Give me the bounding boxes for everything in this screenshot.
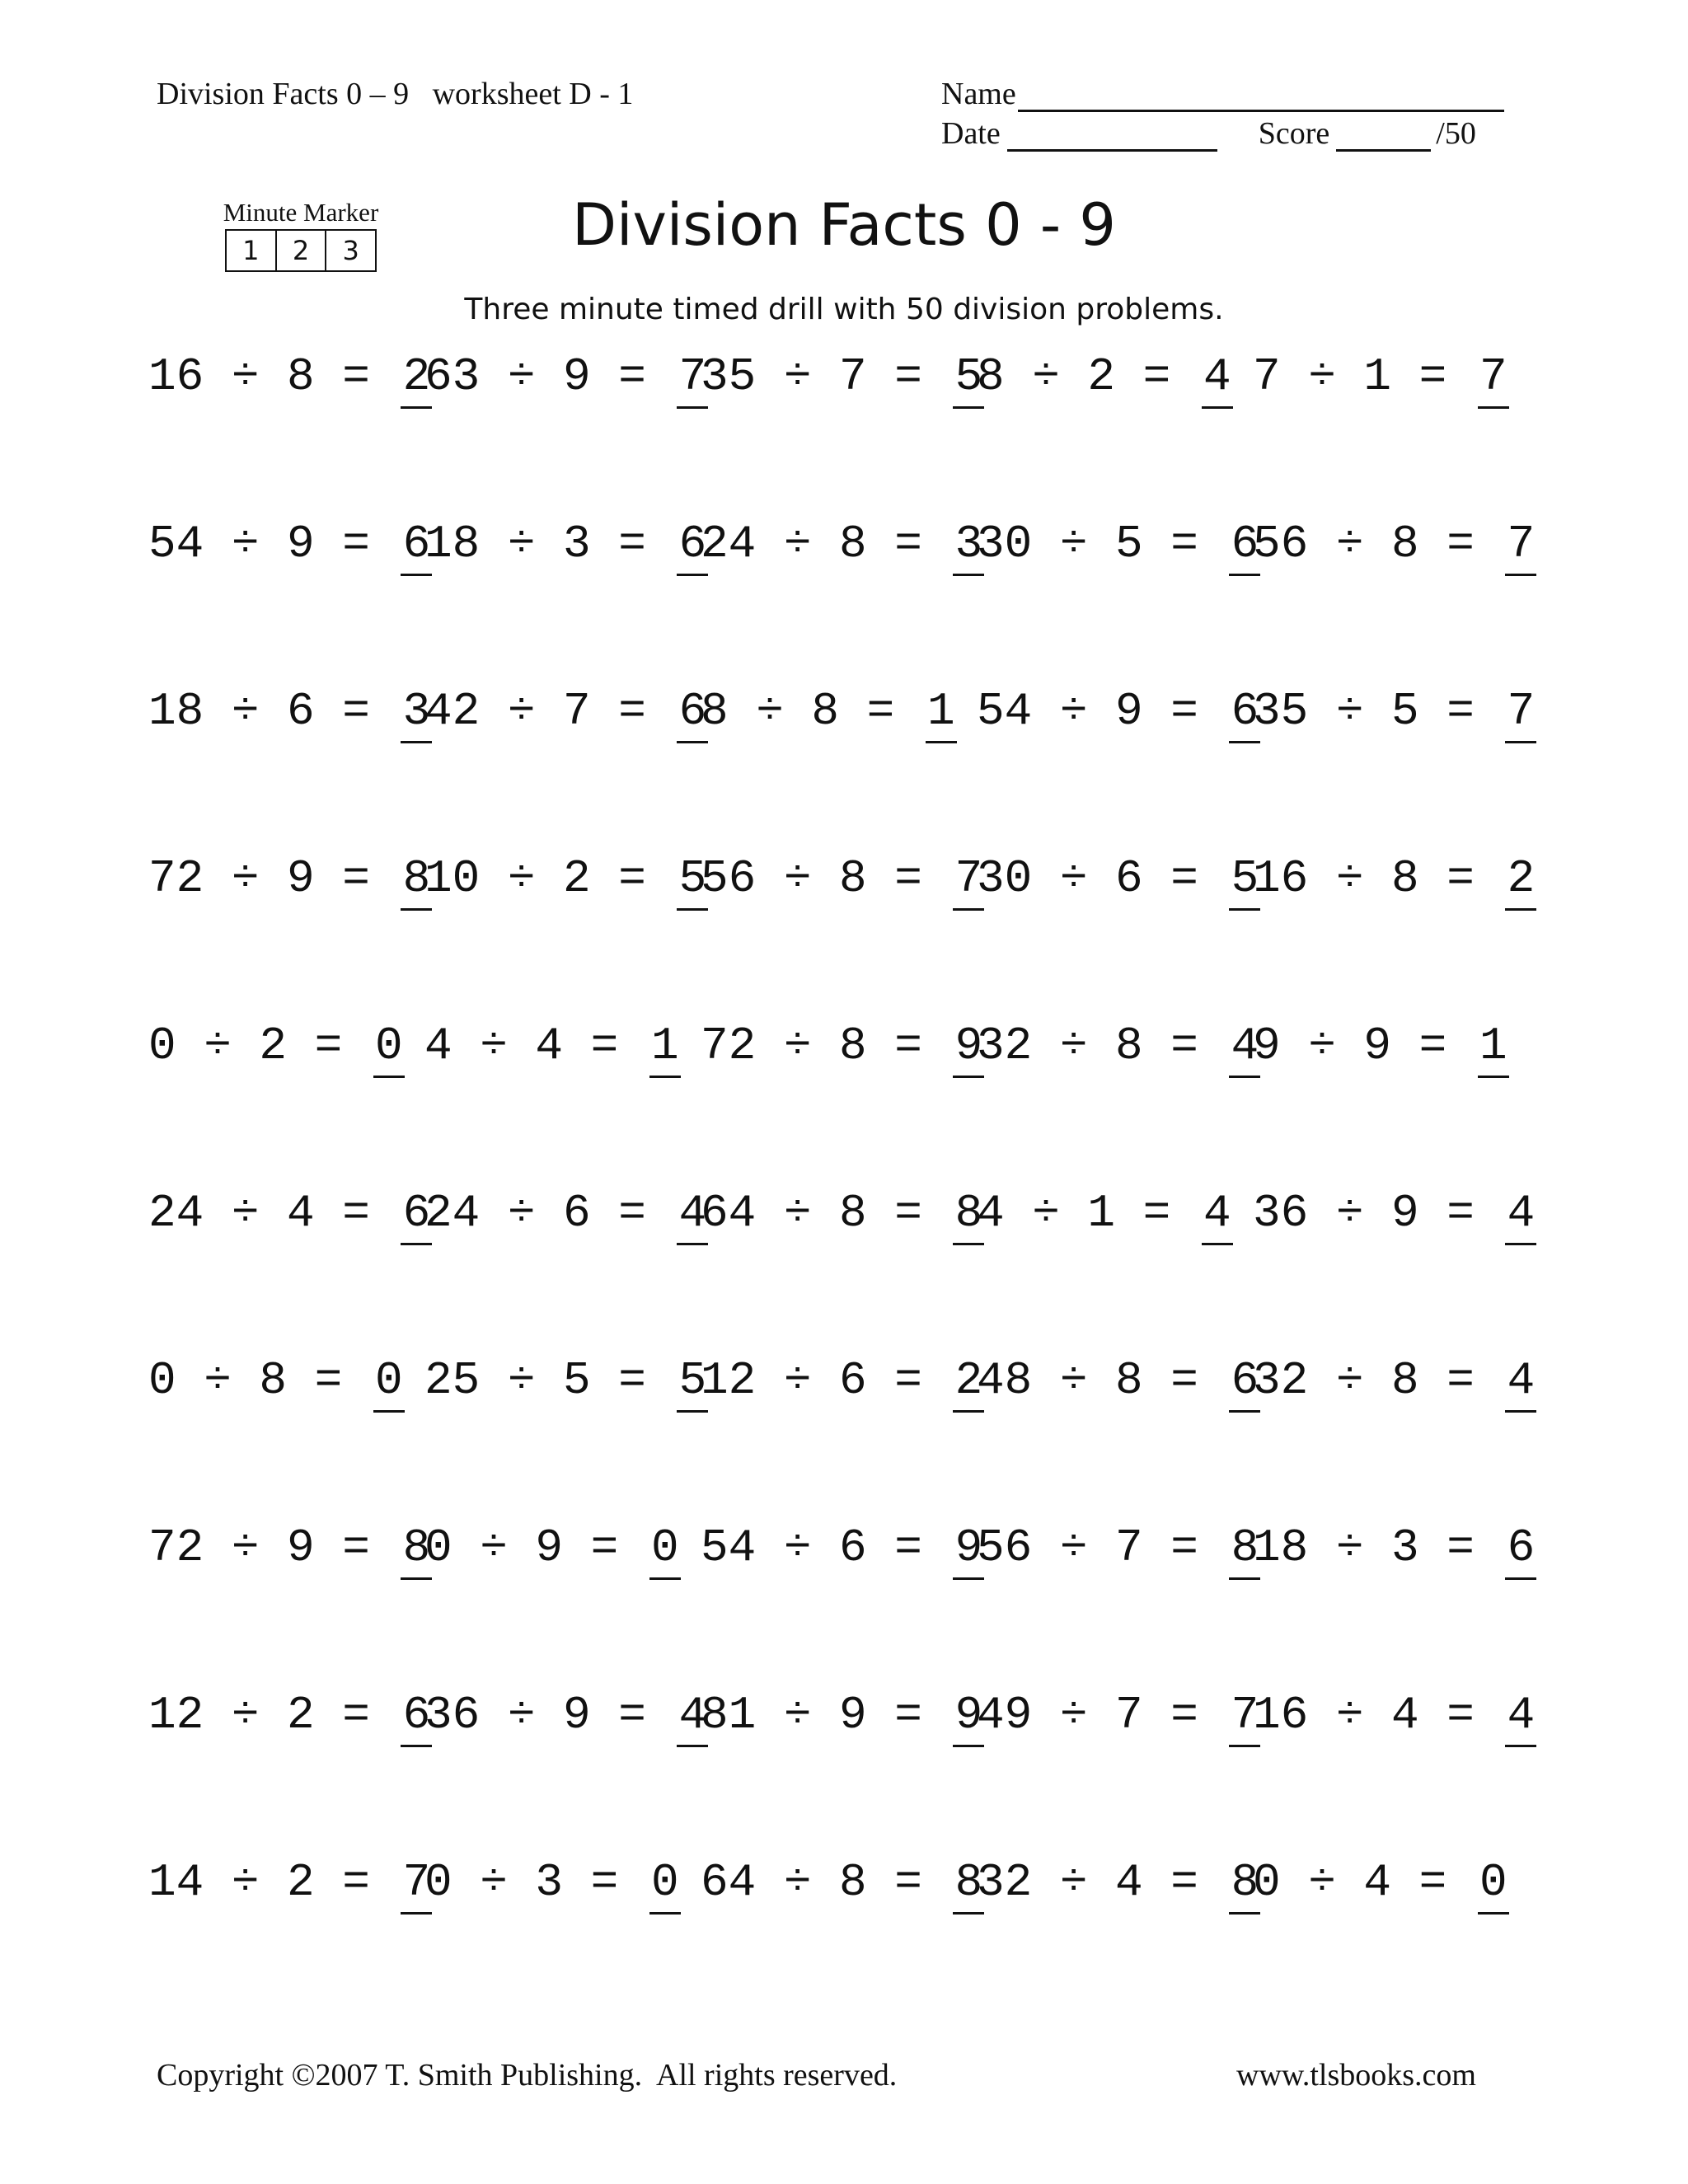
minute-marker-label: Minute Marker	[223, 198, 379, 227]
division-problem	[424, 852, 708, 911]
division-problem	[424, 1689, 708, 1747]
division-problem	[977, 1187, 1233, 1245]
problem-expression: 56 ÷ 7 =	[977, 1521, 1198, 1574]
problem-expression: 0 ÷ 3 =	[424, 1856, 619, 1909]
division-problem	[977, 350, 1233, 409]
answer-blank[interactable]: 5	[953, 350, 984, 409]
division-problem	[148, 518, 432, 576]
problem-expression: 54 ÷ 9 =	[977, 685, 1198, 738]
answer-blank[interactable]: 9	[953, 1019, 984, 1078]
division-problem	[148, 1187, 432, 1245]
answer-blank[interactable]: 8	[953, 1187, 984, 1245]
answer-blank[interactable]: 4	[1505, 1689, 1536, 1747]
problem-expression: 12 ÷ 6 =	[701, 1354, 922, 1407]
division-problem	[701, 852, 984, 911]
answer-blank[interactable]: 1	[1478, 1019, 1509, 1078]
problem-expression: 0 ÷ 8 =	[148, 1354, 343, 1407]
answer-blank[interactable]: 4	[1202, 350, 1233, 409]
problem-expression: 7 ÷ 1 =	[1253, 350, 1447, 403]
problem-expression: 32 ÷ 8 =	[1253, 1354, 1475, 1407]
division-problem	[977, 852, 1260, 911]
answer-blank[interactable]: 6	[401, 518, 432, 576]
problem-expression: 10 ÷ 2 =	[424, 852, 646, 905]
problem-expression: 9 ÷ 9 =	[1253, 1019, 1447, 1072]
problem-expression: 56 ÷ 8 =	[1253, 518, 1475, 570]
problem-expression: 56 ÷ 8 =	[701, 852, 922, 905]
problem-expression: 32 ÷ 8 =	[977, 1019, 1198, 1072]
answer-blank[interactable]: 6	[401, 1187, 432, 1245]
date-label: Date	[941, 116, 1001, 151]
problem-expression: 72 ÷ 9 =	[148, 1521, 370, 1574]
division-problem	[977, 685, 1260, 743]
answer-blank[interactable]: 6	[1229, 1354, 1260, 1413]
answer-blank[interactable]: 3	[401, 685, 432, 743]
answer-blank[interactable]: 3	[953, 518, 984, 576]
problem-expression: 63 ÷ 9 =	[424, 350, 646, 403]
problem-expression: 30 ÷ 6 =	[977, 852, 1198, 905]
problem-expression: 4 ÷ 4 =	[424, 1019, 619, 1072]
problem-expression: 35 ÷ 5 =	[1253, 685, 1475, 738]
division-problem	[424, 350, 708, 409]
division-problem	[148, 852, 432, 911]
division-problem	[1253, 1521, 1536, 1580]
problem-expression: 24 ÷ 4 =	[148, 1187, 370, 1240]
division-problem	[977, 1354, 1260, 1413]
problem-expression: 16 ÷ 4 =	[1253, 1689, 1475, 1741]
answer-blank[interactable]: 1	[926, 685, 957, 743]
problem-expression: 12 ÷ 2 =	[148, 1689, 370, 1741]
division-problem	[701, 1856, 984, 1915]
division-problem	[148, 1856, 432, 1915]
division-problem	[424, 518, 708, 576]
problem-expression: 54 ÷ 9 =	[148, 518, 370, 570]
division-problem	[977, 518, 1260, 576]
worksheet-header-label: Division Facts 0 – 9 worksheet D - 1	[157, 77, 634, 111]
problem-expression: 0 ÷ 9 =	[424, 1521, 619, 1574]
minute-box-2[interactable]: 2	[277, 231, 327, 270]
answer-blank[interactable]: 0	[373, 1354, 405, 1413]
division-problem	[701, 1354, 984, 1413]
answer-blank[interactable]: 8	[1229, 1856, 1260, 1915]
division-problem	[701, 1187, 984, 1245]
problem-expression: 0 ÷ 2 =	[148, 1019, 343, 1072]
problem-expression: 24 ÷ 8 =	[701, 518, 922, 570]
problem-expression: 25 ÷ 5 =	[424, 1354, 646, 1407]
minute-box-1[interactable]: 1	[227, 231, 277, 270]
division-problem	[977, 1019, 1260, 1078]
division-problem	[424, 1856, 681, 1915]
division-problem	[977, 1689, 1260, 1747]
copyright-notice: Copyright ©2007 T. Smith Publishing. All rights reserved.	[157, 2058, 898, 2093]
answer-blank[interactable]: 2	[1505, 852, 1536, 911]
page-subtitle: Three minute timed drill with 50 division problems.	[464, 293, 1224, 326]
division-problem	[1253, 1019, 1509, 1078]
answer-blank[interactable]: 6	[677, 518, 708, 576]
division-problem	[701, 350, 984, 409]
problem-expression: 0 ÷ 4 =	[1253, 1856, 1447, 1909]
answer-blank[interactable]: 4	[1202, 1187, 1233, 1245]
problem-expression: 30 ÷ 5 =	[977, 518, 1198, 570]
answer-blank[interactable]: 4	[1505, 1354, 1536, 1413]
answer-blank[interactable]: 8	[401, 852, 432, 911]
answer-blank[interactable]: 9	[953, 1521, 984, 1580]
answer-blank[interactable]: 4	[1229, 1019, 1260, 1078]
problem-expression: 35 ÷ 7 =	[701, 350, 922, 403]
problem-expression: 4 ÷ 1 =	[977, 1187, 1171, 1240]
problem-expression: 64 ÷ 8 =	[701, 1187, 922, 1240]
answer-blank[interactable]: 8	[1229, 1521, 1260, 1580]
division-problem	[1253, 1689, 1536, 1747]
division-problem	[1253, 1856, 1509, 1915]
answer-blank[interactable]: 5	[677, 1354, 708, 1413]
answer-blank[interactable]: 0	[649, 1521, 681, 1580]
answer-blank[interactable]: 4	[677, 1187, 708, 1245]
problem-expression: 81 ÷ 9 =	[701, 1689, 922, 1741]
name-label: Name	[941, 77, 1016, 111]
answer-blank[interactable]: 7	[1505, 685, 1536, 743]
answer-blank[interactable]: 0	[1478, 1856, 1509, 1915]
division-problem	[148, 1019, 405, 1078]
problem-expression: 16 ÷ 8 =	[1253, 852, 1475, 905]
answer-blank[interactable]: 6	[1229, 518, 1260, 576]
score-label: Score	[1258, 116, 1330, 151]
problem-expression: 54 ÷ 6 =	[701, 1521, 922, 1574]
division-problem	[148, 1689, 432, 1747]
answer-blank[interactable]: 9	[953, 1689, 984, 1747]
problem-expression: 16 ÷ 8 =	[148, 350, 370, 403]
division-problem	[424, 1354, 708, 1413]
answer-blank[interactable]: 6	[1505, 1521, 1536, 1580]
answer-blank[interactable]: 6	[401, 1689, 432, 1747]
division-problem	[1253, 518, 1536, 576]
answer-blank[interactable]: 2	[401, 350, 432, 409]
division-problem	[1253, 1187, 1536, 1245]
division-problem	[148, 1354, 405, 1413]
answer-blank[interactable]: 6	[1229, 685, 1260, 743]
division-problem	[701, 518, 984, 576]
answer-blank[interactable]: 8	[401, 1521, 432, 1580]
answer-blank[interactable]: 8	[953, 1856, 984, 1915]
problem-expression: 72 ÷ 8 =	[701, 1019, 922, 1072]
problem-expression: 32 ÷ 4 =	[977, 1856, 1198, 1909]
page-title-text: Division Facts 0 - 9	[572, 191, 1116, 259]
problem-expression: 36 ÷ 9 =	[1253, 1187, 1475, 1240]
answer-blank[interactable]: 0	[373, 1019, 405, 1078]
division-problem	[1253, 852, 1536, 911]
division-problem	[424, 1521, 681, 1580]
division-problem	[424, 1019, 681, 1078]
problem-expression: 18 ÷ 3 =	[1253, 1521, 1475, 1574]
answer-blank[interactable]: 0	[649, 1856, 681, 1915]
problem-expression: 49 ÷ 7 =	[977, 1689, 1198, 1741]
problem-expression: 14 ÷ 2 =	[148, 1856, 370, 1909]
score-total: /50	[1436, 116, 1476, 151]
division-problem	[1253, 685, 1536, 743]
division-problem	[1253, 1354, 1536, 1413]
division-problem	[701, 1019, 984, 1078]
problem-expression: 64 ÷ 8 =	[701, 1856, 922, 1909]
problem-expression: 8 ÷ 2 =	[977, 350, 1171, 403]
problem-expression: 42 ÷ 7 =	[424, 685, 646, 738]
problem-expression: 36 ÷ 9 =	[424, 1689, 646, 1741]
answer-blank[interactable]: 6	[677, 685, 708, 743]
division-problem	[701, 685, 957, 743]
problem-expression: 18 ÷ 6 =	[148, 685, 370, 738]
answer-blank[interactable]: 5	[677, 852, 708, 911]
problem-expression: 24 ÷ 6 =	[424, 1187, 646, 1240]
problem-expression: 72 ÷ 9 =	[148, 852, 370, 905]
answer-blank[interactable]: 4	[1505, 1187, 1536, 1245]
division-problem	[148, 350, 432, 409]
answer-blank[interactable]: 7	[1478, 350, 1509, 409]
answer-blank[interactable]: 1	[649, 1019, 681, 1078]
division-problem	[977, 1521, 1260, 1580]
division-problem	[1253, 350, 1509, 409]
division-problem	[148, 1521, 432, 1580]
website-link[interactable]: www.tlsbooks.com	[1236, 2058, 1476, 2093]
division-problem	[148, 685, 432, 743]
answer-blank[interactable]: 7	[1505, 518, 1536, 576]
problem-expression: 18 ÷ 3 =	[424, 518, 646, 570]
division-problem	[977, 1856, 1260, 1915]
answer-blank[interactable]: 7	[1229, 1689, 1260, 1747]
answer-blank[interactable]: 7	[401, 1856, 432, 1915]
problem-expression: 48 ÷ 8 =	[977, 1354, 1198, 1407]
answer-blank[interactable]: 4	[677, 1689, 708, 1747]
answer-blank[interactable]: 7	[953, 852, 984, 911]
answer-blank[interactable]: 2	[953, 1354, 984, 1413]
answer-blank[interactable]: 5	[1229, 852, 1260, 911]
answer-blank[interactable]: 7	[677, 350, 708, 409]
division-problem	[424, 1187, 708, 1245]
division-problem	[701, 1521, 984, 1580]
minute-box-3[interactable]: 3	[342, 235, 359, 266]
problem-expression: 8 ÷ 8 =	[701, 685, 895, 738]
division-problem	[701, 1689, 984, 1747]
division-problem	[424, 685, 708, 743]
